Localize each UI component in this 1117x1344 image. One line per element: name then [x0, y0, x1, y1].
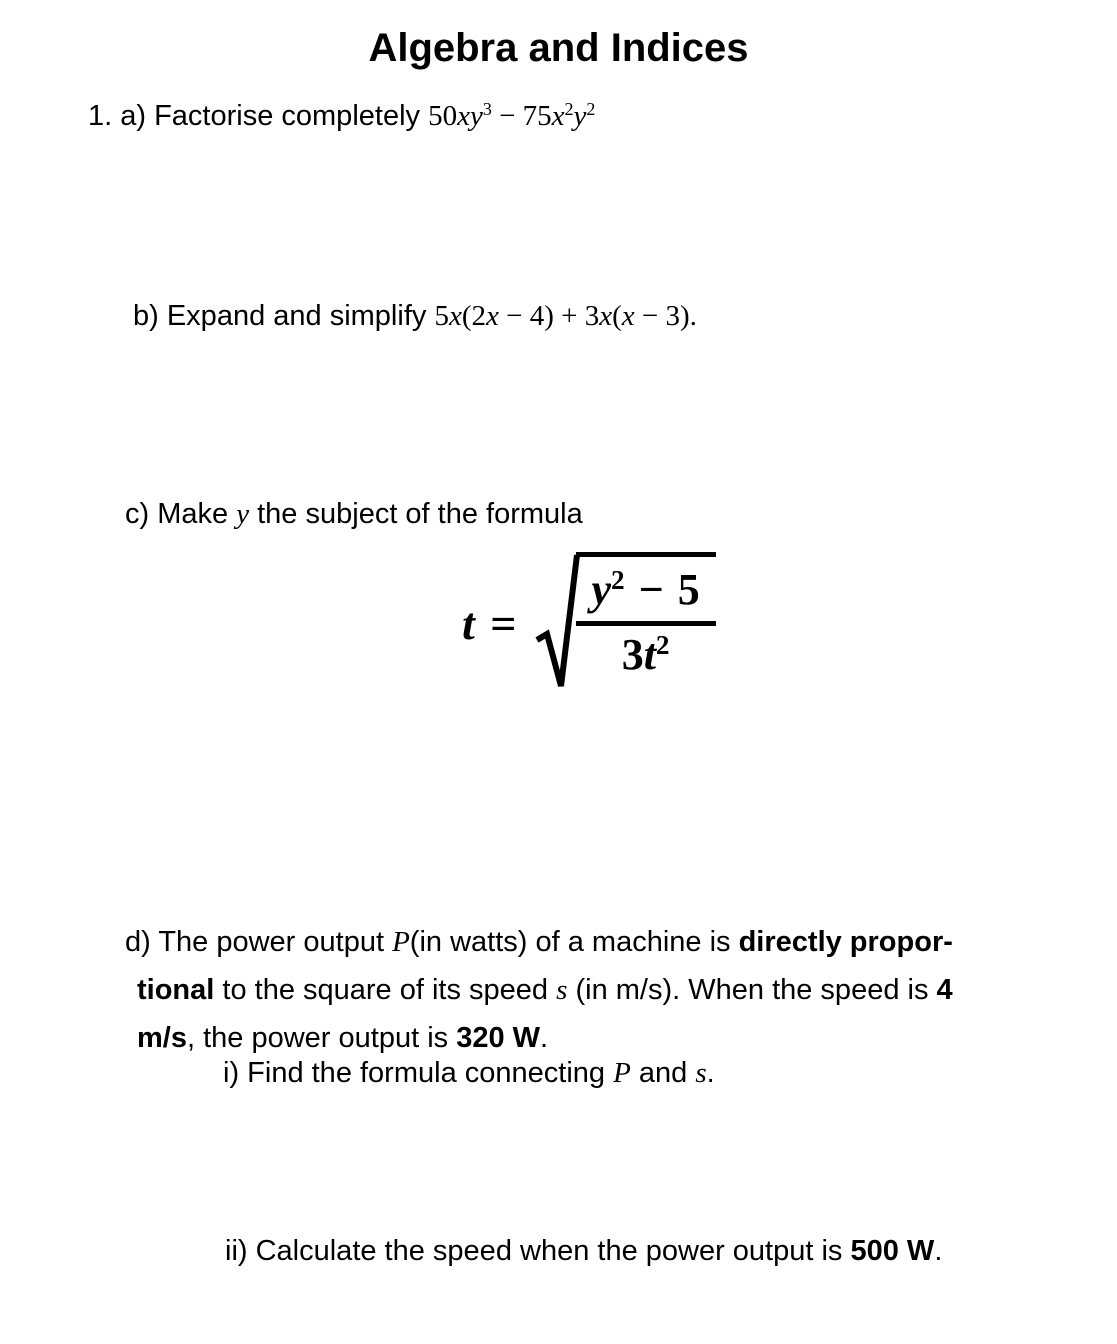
question-1d-line1: d) The power output P(in watts) of a machine is directly propor-	[125, 926, 953, 958]
question-1a: 1. a) Factorise completely $50xy^3 - 75x^2y^2$	[88, 99, 596, 132]
square-root	[535, 552, 716, 694]
question-1d	[125, 918, 953, 1062]
question-1d-ii: ii) Calculate the speed when the power output is 500 W.	[225, 1235, 943, 1267]
question-1b: b) Expand and simplify 5x(2x − 4) + 3x(x − 3).	[133, 300, 697, 332]
radicand-fraction	[576, 552, 716, 683]
question-1d-line3: m/s, the power output is 320 W.	[137, 1022, 549, 1054]
question-1c: c) Make y the subject of the formula	[125, 498, 583, 530]
equation-lhs: t =	[462, 598, 519, 649]
question-1d-line2: tional to the square of its speed s (in m/s). When the speed is 4	[137, 974, 953, 1006]
radical-sign-icon	[535, 552, 581, 694]
page-title: Algebra and Indices	[368, 26, 749, 70]
question-1d-i: i) Find the formula connecting P and s.	[223, 1057, 715, 1089]
fraction-denominator: 3t$^2$	[621, 630, 670, 680]
fraction-numerator: y$^2$ − 5	[591, 565, 700, 614]
equation-t-sqrt	[462, 552, 716, 694]
